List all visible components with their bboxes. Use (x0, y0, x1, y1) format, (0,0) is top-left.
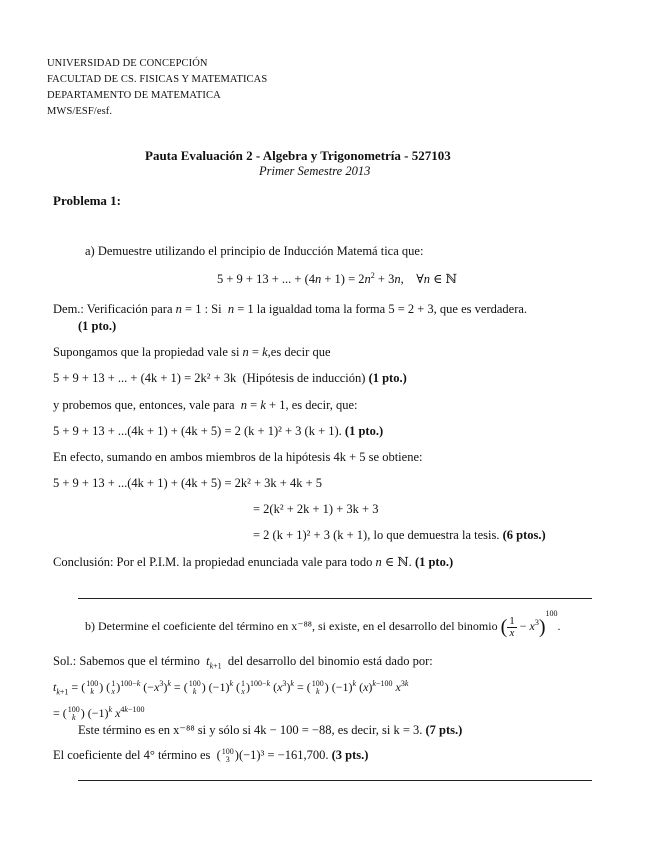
part-b-statement: b) Determine el coeficiente del término en x⁻⁸⁸, si existe, en el desarrollo del binomio (85, 619, 498, 633)
coef-text: El coeficiente del 4° término es (53, 748, 211, 762)
suppose-end: ,es decir que (267, 345, 331, 359)
conclusion-text: Conclusión: Por el P.I.M. la propiedad enunciada vale para todo (53, 555, 373, 569)
prove-line: y probemos que, entonces, vale para n = k + 1, es decir, que: (53, 398, 358, 412)
sol-text: Sol.: Sabemos que el término (53, 654, 200, 668)
general-term-formula: $t_{k+1} = (100$ k ) (1 x)$^{100-k}$ $(-x^3)^k = (100$ k ) $(-1)^k$ (1 x)$^{100-k}$ $(x^3)^k = (100$ k ) $(-1)^k$ $(x)^{k-100}$ $x^{3k}$ (53, 679, 409, 697)
step-1: 5 + 9 + 13 + ...(4k + 1) + (4k + 5) = 2k² + 3k + 4k + 5 (53, 476, 323, 490)
term-line (78, 722, 462, 738)
points-3: (3 pts.) (331, 748, 369, 762)
divider-1 (78, 598, 592, 599)
effect-line: En efecto, sumando en ambos miembros de la hipótesis 4k + 5 se obtiene: (53, 450, 423, 464)
part-a-statement: a) Demuestre utilizando el principio de Inducción Matemá tica que: (85, 244, 424, 258)
part-a-formula: 5 + 9 + 13 + ... + $(4n + 1) = 2n^2 + 3n$, ∀n ∈ ℕ (217, 270, 457, 286)
conclusion-line: Conclusión: Por el P.I.M. la propiedad enunciada vale para todo n ∈ ℕ. (1 pto.) (53, 555, 454, 569)
points-1b: (1 pto.) (368, 371, 407, 385)
simplified-term: = (100 k ) $(-1)^k$ $x^{4k-100}$ (53, 705, 145, 723)
sol-end: del desarrollo del binomio está dado por: (227, 654, 433, 668)
hypothesis-formula: 5 + 9 + 13 + ... + (4k + 1) = 2k² + 3k (53, 371, 237, 385)
points-1c: (1 pto.) (344, 424, 384, 438)
prove-end: , es decir, que: (285, 398, 358, 412)
prove-text: y probemos que, entonces, vale para (53, 398, 235, 412)
formula-left: 5 + 9 + 13 + ... + (4 (217, 272, 315, 286)
hypothesis-line (53, 371, 407, 386)
hypothesis-label: (Hipótesis de inducción) (242, 371, 366, 385)
coef-line: El coeficiente del 4° término es (100 3 )(−1)³ = −161,700. (3 pts.) (53, 747, 369, 765)
page-title: Pauta Evaluación 2 - Algebra y Trigonometría - 527103 (145, 148, 451, 163)
points-7: (7 pts.) (425, 723, 463, 737)
page-subtitle: Primer Semestre 2013 (259, 164, 371, 178)
dem-line: Dem.: Verificación para n = 1 : Si n = 1 la igualdad toma la forma 5 = 2 + 3, que es verdadera. (53, 302, 528, 316)
points-1d: (1 pto.) (414, 555, 454, 569)
author-initials: MWS/ESF/esf. (47, 106, 113, 117)
problem-heading: Problema 1: (53, 193, 121, 208)
coef-value: (−1)³ = −161,700. (238, 748, 329, 762)
faculty-name: FACULTAD DE CS. FISICAS Y MATEMATICAS (47, 74, 268, 85)
sol-line: Sol.: Sabemos que el término $t_{k+1}$ del desarrollo del binomio está dado por: (53, 654, 433, 671)
suppose-text: Supongamos que la propiedad vale si (53, 345, 240, 359)
part-b-line: b) Determine el coeficiente del término en x⁻⁸⁸, si existe, en el desarrollo del binomio ( $\frac{1}{x}$ − $x^3)^{100}$. (85, 609, 561, 639)
dem-text: la igualdad toma la forma 5 = 2 + 3, que es verdadera. (256, 302, 528, 316)
step-2: = 2(k² + 2k + 1) + 3k + 3 (253, 502, 379, 516)
formula-right: + 1) = 2 (324, 272, 365, 286)
department-name: DEPARTAMENTO DE MATEMATICA (47, 90, 221, 101)
goal-formula: 5 + 9 + 13 + ...(4k + 1) + (4k + 5) = 2 (k + 1)² + 3 (k + 1). (53, 424, 342, 438)
fraction-one-over-x: $\frac{1}{x}$ (509, 614, 515, 639)
term-text: Este término es en x⁻⁸⁸ si y sólo si 4k − 100 = −88, es decir, si k = 3. (78, 723, 423, 737)
university-name: UNIVERSIDAD DE CONCEPCIÓN (47, 58, 208, 69)
step-3-line (253, 528, 546, 543)
points-6: (6 ptos.) (502, 528, 546, 542)
step-3: = 2 (k + 1)² + 3 (k + 1), lo que demuestra la tesis. (253, 528, 500, 542)
goal-line (53, 424, 383, 439)
points-1a: (1 pto.) (78, 319, 117, 333)
suppose-line: Supongamos que la propiedad vale si n = k,es decir que (53, 345, 331, 359)
dem-label: Dem.: Verificación para (53, 302, 173, 316)
divider-2 (78, 780, 592, 781)
